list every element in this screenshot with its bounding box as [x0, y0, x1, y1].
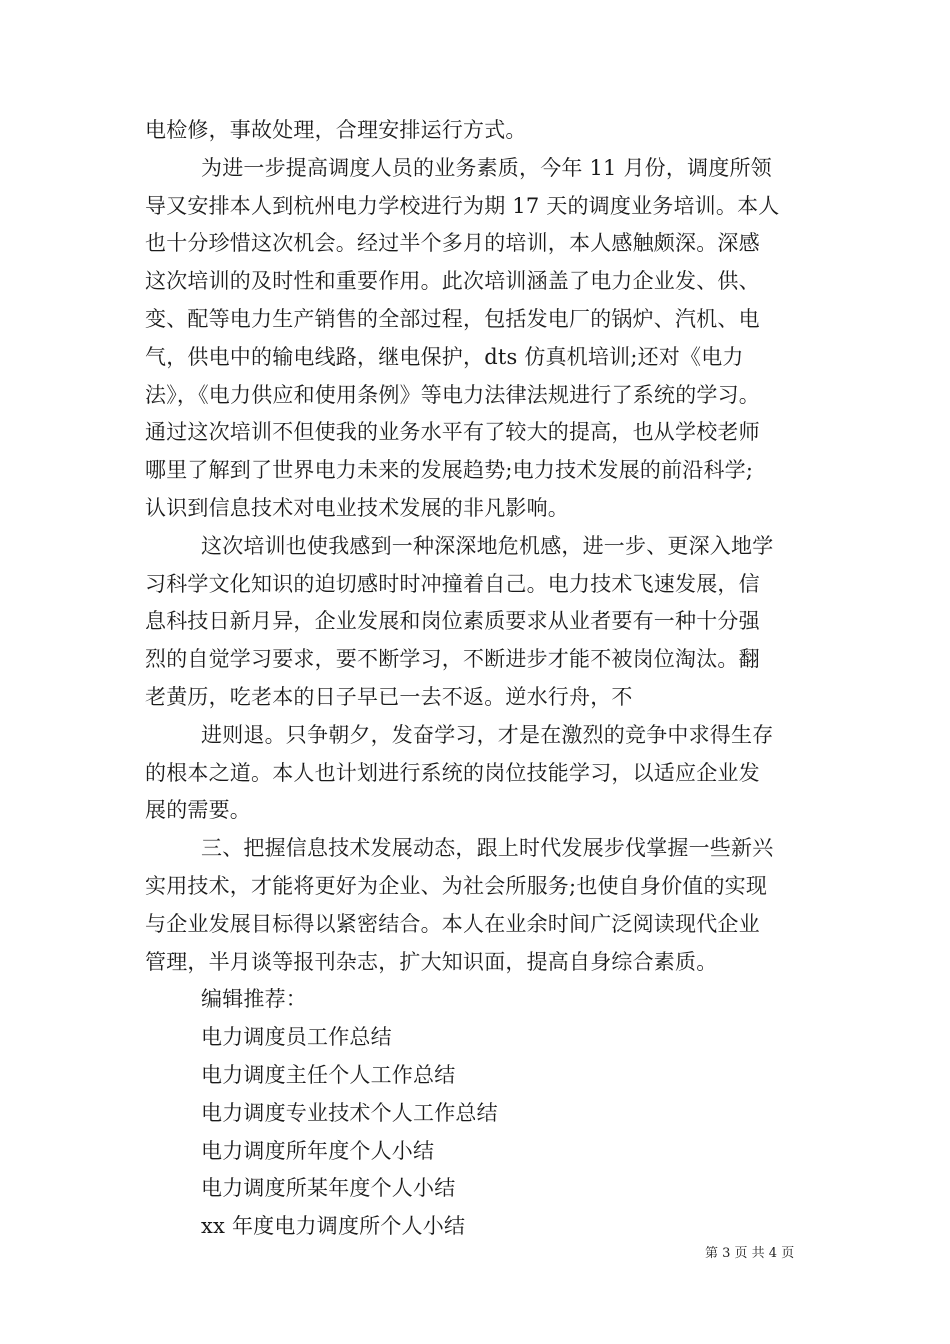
text-line: 与企业发展目标得以紧密结合。本人在业余时间广泛阅读现代企业 — [145, 911, 760, 936]
text-line: 实用技术，才能将更好为企业、为社会所服务;也使自身价值的实现 — [145, 873, 768, 898]
recommendation-item[interactable]: xx 年度电力调度所个人小结 — [201, 1214, 466, 1239]
text-line: 法》，《电力供应和使用条例》等电力法律法规进行了系统的学习。 — [145, 382, 760, 407]
text-line: 进则退。只争朝夕，发奋学习，才是在激烈的竞争中求得生存 — [201, 722, 774, 747]
text-line: 三、把握信息技术发展动态，跟上时代发展步伐掌握一些新兴 — [201, 836, 774, 861]
recommendation-item[interactable]: 电力调度所年度个人小结 — [201, 1138, 435, 1163]
recommendation-item[interactable]: 电力调度主任个人工作总结 — [201, 1062, 456, 1087]
text-line: 通过这次培训不但使我的业务水平有了较大的提高，也从学校老师 — [145, 420, 760, 445]
document-body — [145, 112, 820, 1246]
text-line: 导又安排本人到杭州电力学校进行为期 17 天的调度业务培训。本人 — [145, 193, 780, 218]
text-line: 也十分珍惜这次机会。经过半个多月的培训，本人感触颇深。深感 — [145, 231, 760, 256]
text-line: 展的需要。 — [145, 798, 251, 823]
recommendation-item[interactable]: 电力调度所某年度个人小结 — [201, 1176, 456, 1201]
text-line: 电检修，事故处理，合理安排运行方式。 — [145, 118, 527, 142]
text-line: 习科学文化知识的迫切感时时冲撞着自己。电力技术飞速发展，信 — [145, 571, 760, 596]
text-line: 息科技日新月异，企业发展和岗位素质要求从业者要有一种十分强 — [145, 609, 760, 634]
text-line: 为进一步提高调度人员的业务素质，今年 11 月份，调度所领 — [201, 155, 772, 180]
text-line: 哪里了解到了世界电力未来的发展趋势;电力技术发展的前沿科学; — [145, 458, 754, 483]
text-line: 烈的自觉学习要求，要不断学习，不断进步才能不被岗位淘汰。翻 — [145, 647, 760, 672]
recommendation-heading: 编辑推荐： — [201, 987, 307, 1012]
text-line: 变、配等电力生产销售的全部过程，包括发电厂的锅炉、汽机、电 — [145, 306, 760, 331]
page-number: 第 3 页 共 4 页 — [705, 1246, 795, 1261]
text-line: 老黄历，吃老本的日子早已一去不返。逆水行舟，不 — [145, 684, 633, 709]
text-line: 这次培训的及时性和重要作用。此次培训涵盖了电力企业发、供、 — [145, 269, 760, 294]
recommendation-item[interactable]: 电力调度专业技术个人工作总结 — [201, 1100, 498, 1125]
text-line: 这次培训也使我感到一种深深地危机感，进一步、更深入地学 — [201, 533, 774, 558]
text-line: 的根本之道。本人也计划进行系统的岗位技能学习，以适应企业发 — [145, 760, 760, 785]
text-line: 认识到信息技术对电业技术发展的非凡影响。 — [145, 495, 569, 520]
recommendation-item[interactable]: 电力调度员工作总结 — [201, 1025, 392, 1050]
text-line: 管理，半月谈等报刊杂志，扩大知识面，提高自身综合素质。 — [145, 949, 718, 974]
text-line: 气，供电中的输电线路，继电保护，dts 仿真机培训;还对《电力 — [145, 344, 744, 369]
